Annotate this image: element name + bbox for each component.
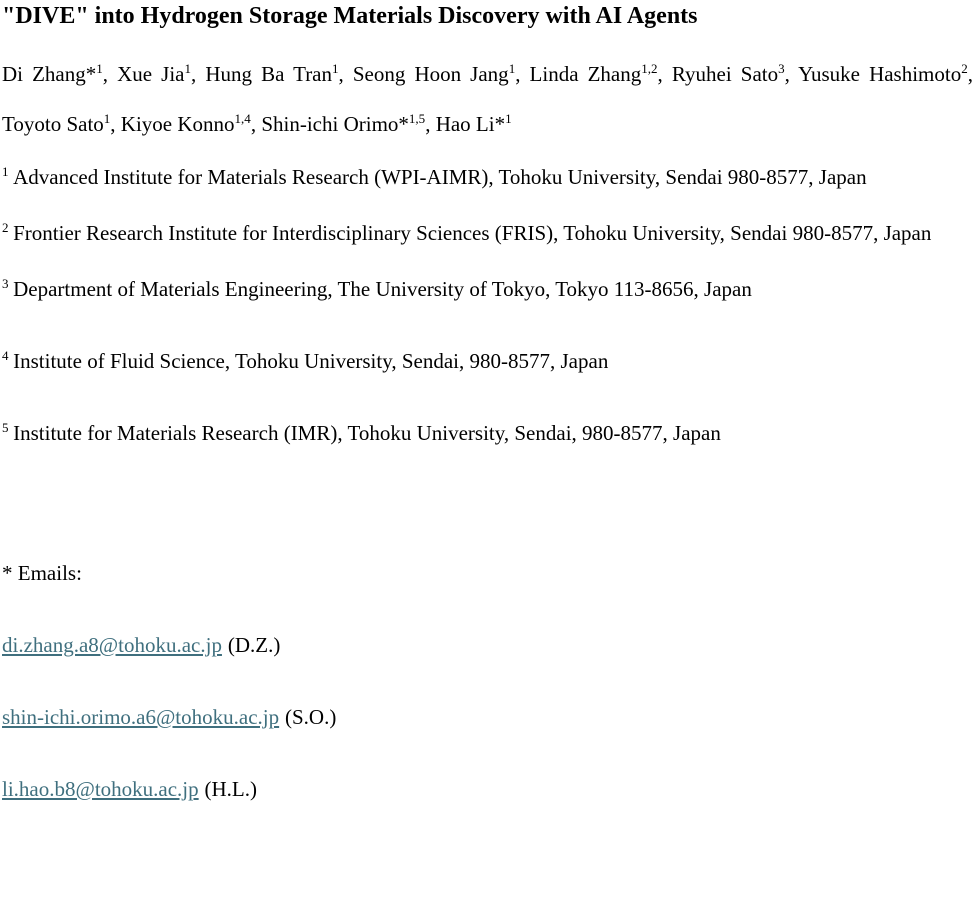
affiliation-1-marker: 1 xyxy=(2,163,9,179)
affiliation-3-text: Department of Materials Engineering, The University of Tokyo, Tokyo 113-8656, Japan xyxy=(13,276,752,301)
affiliation-4 xyxy=(2,336,973,386)
email-link-dz[interactable]: di.zhang.a8@tohoku.ac.jp xyxy=(2,632,222,657)
blank-line-spacer xyxy=(2,458,973,548)
affiliation-4-text: Institute of Fluid Science, Tohoku University, Sendai, 980-8577, Japan xyxy=(13,348,609,373)
email-line-so xyxy=(2,692,973,742)
affiliation-2 xyxy=(2,208,973,258)
author-list: Di Zhang*$^1$, Xue Jia$^1$, Hung Ba Tran$^1$, Seong Hoon Jang$^1$, Linda Zhang$^{1,2}$, Ryuhei Sato$^3$, Yusuke Hashimoto$^2$, Toyoto Sato$^1$, Kiyoe Konno$^{1,4}$, Shin-ichi Orimo*$^{1,5}$, Hao Li*$^1$ xyxy=(2,60,973,136)
email-line-hl xyxy=(2,764,973,814)
affiliation-1-text: Advanced Institute for Materials Research (WPI-AIMR), Tohoku University, Sendai 980-8577, Japan xyxy=(13,164,867,189)
email-suffix-dz: (D.Z.) xyxy=(227,632,281,657)
affiliation-2-marker: 2 xyxy=(2,219,9,235)
emails-label: * Emails: xyxy=(2,560,82,585)
email-link-hl[interactable]: li.hao.b8@tohoku.ac.jp xyxy=(2,776,199,801)
affiliation-2-text: Frontier Research Institute for Interdisciplinary Sciences (FRIS), Tohoku University, Sendai 980-8577, Japan xyxy=(13,220,932,245)
email-suffix-so: (S.O.) xyxy=(285,704,337,729)
affiliation-5-marker: 5 xyxy=(2,419,9,435)
page-title: "DIVE" into Hydrogen Storage Materials Discovery with AI Agents xyxy=(2,3,698,29)
affiliation-3-marker: 3 xyxy=(2,275,9,291)
affiliation-5-text: Institute for Materials Research (IMR), Tohoku University, Sendai, 980-8577, Japan xyxy=(13,420,721,445)
affiliation-3 xyxy=(2,264,973,314)
email-link-so[interactable]: shin-ichi.orimo.a6@tohoku.ac.jp xyxy=(2,704,280,729)
affiliation-1 xyxy=(2,152,973,202)
affiliation-5 xyxy=(2,408,973,458)
email-suffix-hl: (H.L.) xyxy=(204,776,257,801)
affiliation-4-marker: 4 xyxy=(2,347,9,363)
email-line-dz xyxy=(2,620,973,670)
